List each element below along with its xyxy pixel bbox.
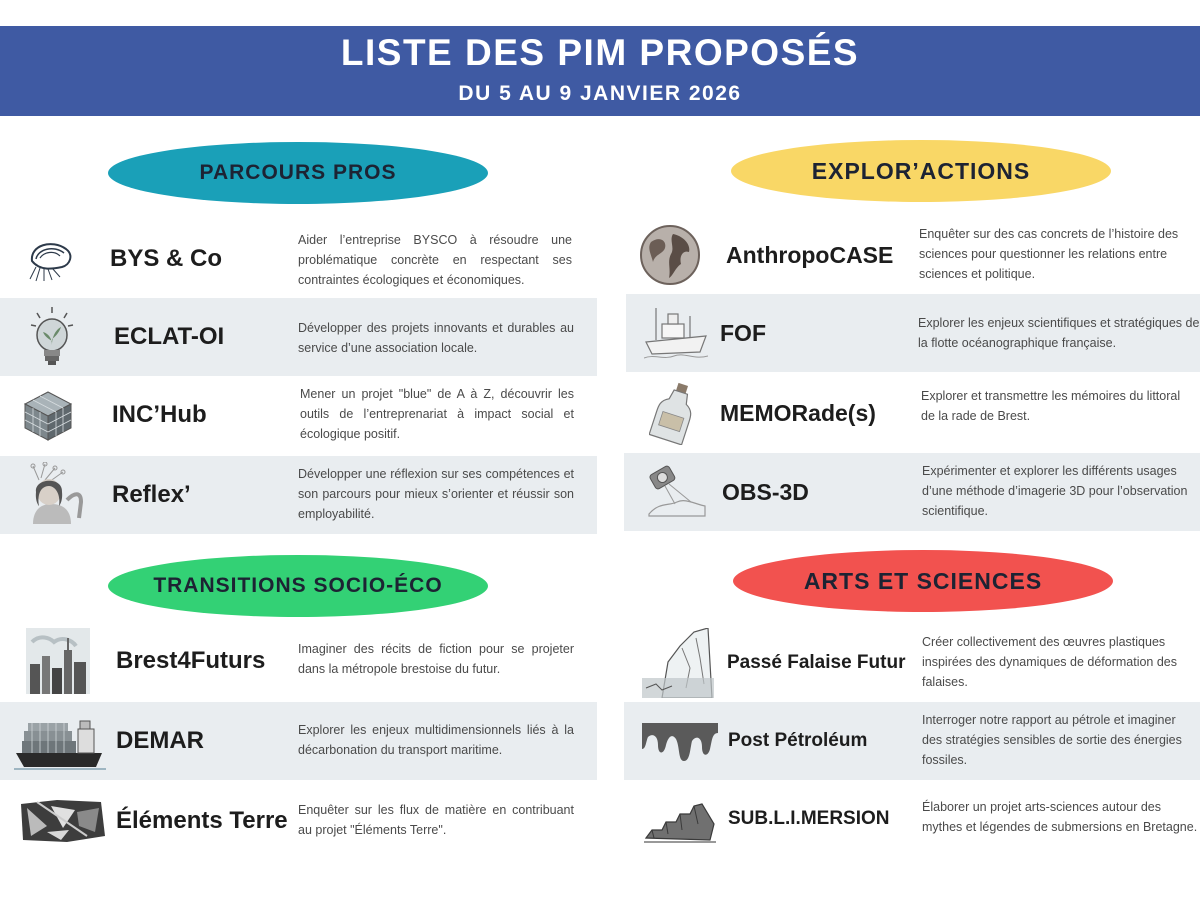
list-item	[624, 702, 1200, 780]
list-item	[624, 453, 1200, 531]
page-subtitle: DU 5 AU 9 JANVIER 2026	[458, 82, 742, 105]
list-item	[624, 216, 1200, 294]
item-name: INC’Hub	[112, 401, 207, 428]
list-item	[626, 294, 1200, 372]
item-description: Explorer les enjeux multidimensionnels liés à la décarbonation du transport maritime.	[298, 723, 574, 757]
list-item	[624, 374, 1200, 452]
cliff-icon	[638, 628, 718, 698]
person-thinking-icon	[16, 460, 92, 530]
list-item	[0, 622, 597, 700]
section-label: PARCOURS PROS	[199, 161, 397, 184]
mussel-icon	[12, 224, 88, 294]
page-header	[0, 26, 1200, 116]
item-name: Passé Falaise Futur	[727, 652, 906, 673]
section-label: EXPLOR’ACTIONS	[811, 157, 1031, 184]
section-transitions	[108, 555, 488, 617]
item-description: Enquêter sur les flux de matière en contribuant au projet "Éléments Terre".	[298, 803, 574, 837]
item-name: DEMAR	[116, 727, 204, 754]
list-item	[0, 782, 597, 860]
section-parcours-pros	[108, 142, 488, 204]
list-item	[0, 220, 597, 298]
list-item	[624, 624, 1200, 702]
item-name: Éléments Terre	[116, 807, 288, 834]
item-description: Développer une réflexion sur ses compétences et son parcours pour mieux s’orienter et réussir son employabilité.	[298, 467, 574, 521]
item-name: OBS-3D	[722, 478, 809, 505]
city-icon	[20, 626, 96, 696]
cube-icon	[10, 380, 86, 450]
item-description: Imaginer des récits de fiction pour se projeter dans la métropole brestoise du futur.	[298, 642, 574, 676]
page-title: LISTE DES PIM PROPOSÉS	[340, 32, 860, 73]
item-description: Interroger notre rapport au pétrole et imaginer des stratégies sensibles de sortie des énergies fossiles.	[922, 713, 1182, 767]
item-description: Enquêter sur des cas concrets de l’histoire des sciences pour questionner les relations entre sciences et politique.	[919, 227, 1179, 281]
item-description: Explorer et transmettre les mémoires du littoral de la rade de Brest.	[921, 389, 1181, 423]
section-explor-actions	[731, 140, 1111, 202]
item-description: Explorer les enjeux scientifiques et stratégiques de la flotte océanographique française.	[918, 316, 1200, 350]
item-description: Aider l’entreprise BYSCO à résoudre une problématique concrète en respectant ses contraintes écologiques et économiques.	[298, 233, 572, 287]
item-name: ECLAT-OI	[114, 323, 225, 350]
list-item	[0, 456, 597, 534]
section-label: TRANSITIONS SOCIO-ÉCO	[153, 574, 443, 597]
camera-3d-icon	[638, 457, 714, 527]
item-name: SUB.L.I.MERSION	[728, 808, 890, 829]
list-item	[0, 376, 597, 454]
lightbulb-icon	[14, 302, 90, 372]
item-name: Brest4Futurs	[116, 647, 266, 674]
bottle-icon	[636, 378, 712, 448]
list-item	[0, 298, 597, 376]
list-item	[624, 780, 1200, 858]
item-name: FOF	[720, 319, 766, 346]
list-item	[0, 702, 597, 780]
globe-icon	[632, 220, 708, 290]
item-name: AnthropoCASE	[726, 241, 894, 268]
oil-drip-icon	[640, 706, 720, 776]
ship-icon	[638, 298, 714, 368]
item-name: BYS & Co	[110, 245, 223, 272]
cargo-ship-icon	[12, 706, 108, 776]
item-name: Reflex’	[112, 481, 191, 508]
section-label: ARTS ET SCIENCES	[803, 567, 1043, 594]
item-name: MEMORade(s)	[720, 399, 876, 426]
materials-icon	[14, 786, 110, 856]
item-description: Créer collectivement des œuvres plastiques inspirées des dynamiques de déformation des falaises.	[922, 635, 1178, 689]
item-description: Développer des projets innovants et durables au service d’une association locale.	[298, 321, 574, 355]
stairs-rock-icon	[640, 784, 720, 854]
item-name: Post Pétroléum	[728, 730, 868, 751]
item-description: Mener un projet "blue" de A à Z, découvrir les outils de l’entreprenariat à impact social et écologique positif.	[300, 387, 574, 441]
section-arts-sciences	[733, 550, 1113, 612]
item-description: Élaborer un projet arts-sciences autour des mythes et légendes de submersions en Bretagne.	[922, 800, 1198, 834]
item-description: Expérimenter et explorer les différents usages d’une méthode d’imagerie 3D pour l’observation scientifique.	[922, 464, 1188, 518]
